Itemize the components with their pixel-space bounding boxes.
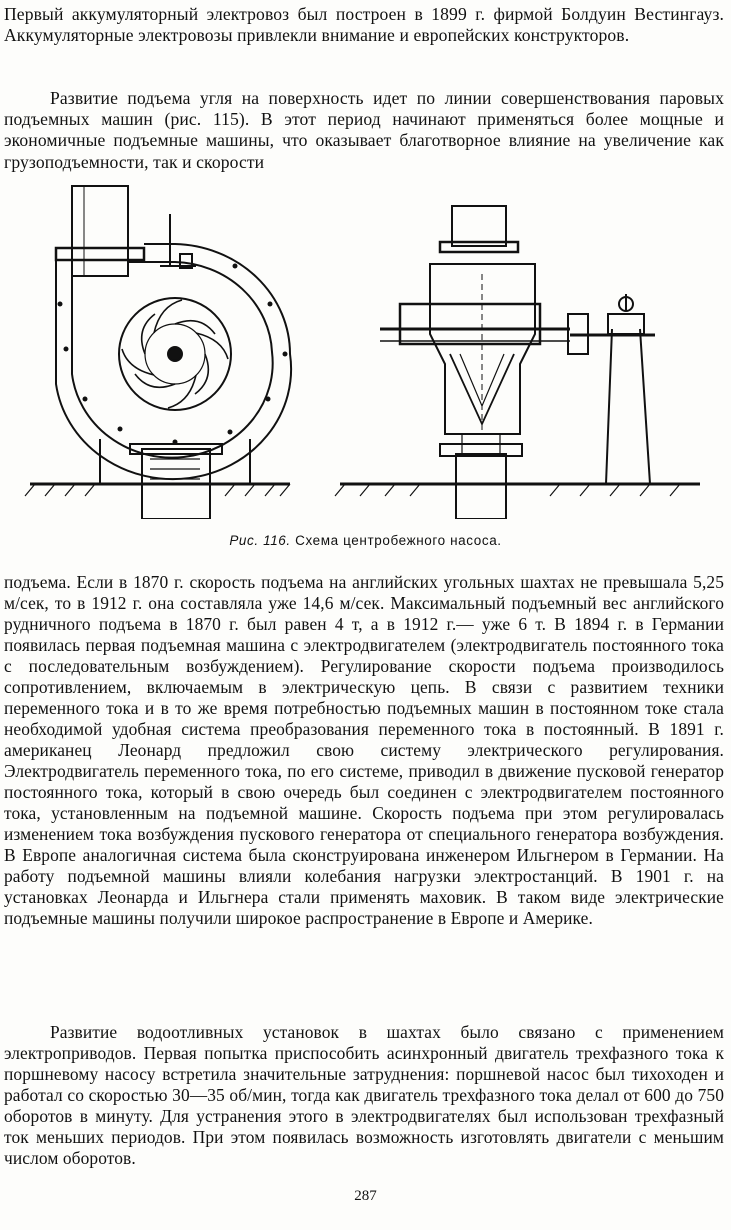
pump-elevation-drawing	[335, 206, 700, 519]
paragraph-electric-locomotive: Первый аккумуляторный электровоз был построен в 1899 г. фирмой Болдуин Вестингауз. Аккумуляторные электровозы привлекли внимание и европейских конструкторов.	[4, 4, 724, 46]
paragraph-electric-hoists: подъема. Если в 1870 г. скорость подъема на английских угольных шахтах не превышала 5,25 м/сек, то в 1912 г. она составляла уже 14,6 м/сек. Максимальный подъемный вес английского рудничного подъема в 1870 г. был равен 4 т, а в 1912 г.— уже 6 т. В 1894 г. в Германии появилась первая подъемная машина с электродвигателем (электродвигатель постоянного тока с последовательным возбуждением). Регулирование скорости подъема производилось сопротивлением, включаемым в электрическую цепь. В связи с развитием техники переменного тока и в то же время потребностью подъемных машин в постоянном токе стала необходимой удобная система преобразования переменного тока в постоянный. В 1891 г. американец Леонард предложил свою систему электрического регулирования. Электродвигатель переменного тока, по его системе, приводил в движение пусковой генератор постоянного тока, который в свою очередь был соединен с электродвигателем постоянного тока, установленным на подъемной машине. Скорость подъема при этом регулировалась изменением тока возбуждения пускового генератора от специального генератора возбуждения. В Европе аналогичная система была сконструирована инженером Ильгнером в Германии. На работу подъемной машины влияли колебания нагрузки электростанций. В 1901 г. на установках Леонарда и Ильгнера стали применять маховик. В таком виде электрические подъемные машины получили широкое распространение в Европе и Америке.	[4, 572, 724, 928]
pump-volute-drawing	[25, 186, 291, 519]
page-number: 287	[354, 1188, 377, 1204]
centrifugal-pump-figure	[0, 184, 731, 519]
figure-label: Рис. 116.	[229, 533, 291, 548]
paragraph-coal-hoisting: Развитие подъема угля на поверхность идет по линии совершенствования паровых подъемных машин (рис. 115). В этот период начинают применяться более мощные и экономичные подъемные машины, что оказывает благотворное влияние на увеличение как грузоподъемности, так и скорости	[4, 88, 724, 172]
figure-caption	[0, 533, 731, 548]
paragraph-drainage: Развитие водоотливных установок в шахтах было связано с применением электроприводов. Первая попытка приспособить асинхронный двигатель трехфазного тока к поршневому насосу встретила значительные затруднения: поршневой насос был тихоходен и работал со скоростью 30—35 об/мин, тогда как двигатель трехфазного тока делал от 600 до 750 оборотов в минуту. Для устранения этого в электродвигателях был использован трехфазный ток меньших периодов. При этом появилась возможность изготовлять двигатели с меньшим числом оборотов.	[4, 1022, 724, 1168]
figure-title: Схема центробежного насоса.	[295, 533, 502, 548]
